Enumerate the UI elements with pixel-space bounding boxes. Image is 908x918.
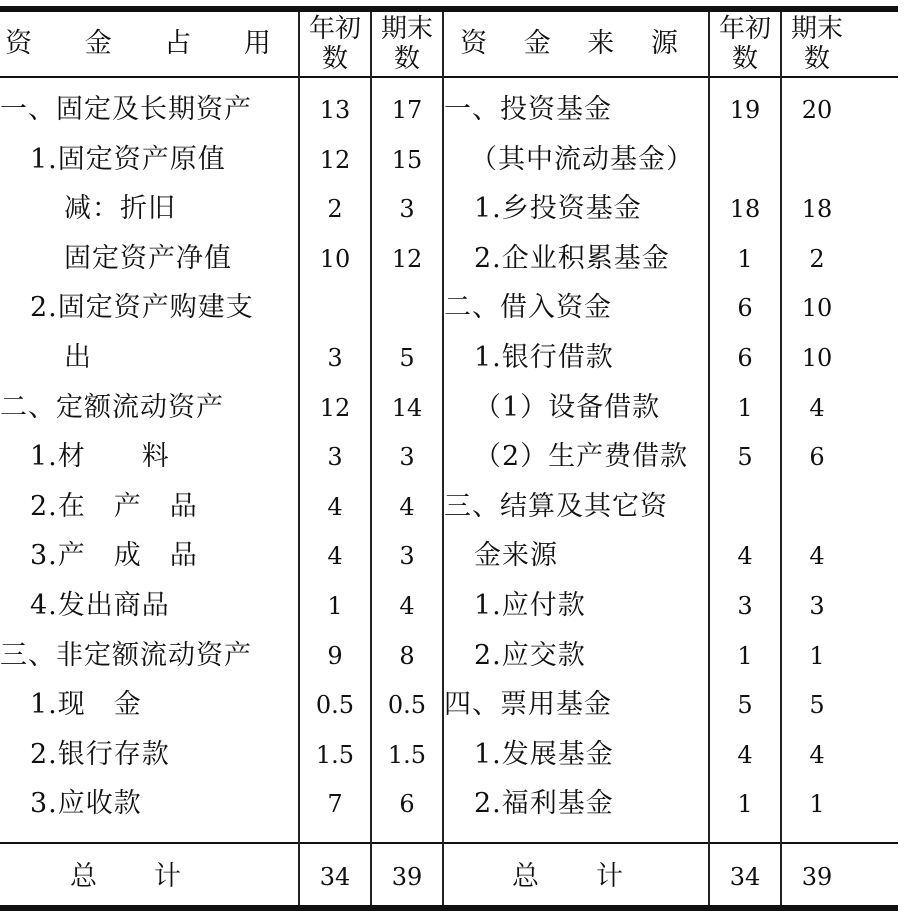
right-row-begin: 6 bbox=[737, 294, 753, 322]
right-row-label: 三、结算及其它资 bbox=[444, 491, 668, 522]
right-row-end: 3 bbox=[809, 592, 825, 620]
right-row-begin: 4 bbox=[737, 741, 753, 769]
left-row-begin: 4 bbox=[327, 542, 343, 570]
total-begin-right: 34 bbox=[729, 863, 761, 891]
right-row-label: 2.福利基金 bbox=[474, 788, 614, 819]
total-label-left: 总 计 bbox=[70, 861, 182, 892]
right-row-label: 2.应交款 bbox=[474, 640, 586, 671]
left-row-label: 1.现 金 bbox=[30, 689, 142, 720]
header-begin-right-line2: 数 bbox=[731, 44, 758, 74]
left-row-label: 出 bbox=[64, 342, 92, 373]
header-begin-left-line1: 年初 bbox=[308, 14, 361, 44]
left-row-label: 1.材 料 bbox=[30, 441, 170, 472]
left-row-begin: 7 bbox=[327, 790, 343, 818]
right-row-end: 10 bbox=[801, 294, 833, 322]
left-row-begin: 10 bbox=[319, 245, 351, 273]
left-row-label: 2.固定资产购建支 bbox=[30, 292, 254, 323]
left-row-begin: 0.5 bbox=[315, 691, 355, 719]
left-row-label: 减：折旧 bbox=[64, 193, 176, 224]
right-row-begin: 1 bbox=[737, 245, 753, 273]
left-row-end: 14 bbox=[391, 394, 423, 422]
header-sources: 资 金 来 源 bbox=[460, 28, 692, 59]
right-row-label: 1.发展基金 bbox=[474, 739, 614, 770]
left-row-end: 6 bbox=[399, 790, 415, 818]
header-end-left-line1: 期末 bbox=[380, 14, 433, 44]
header-begin-left-line2: 数 bbox=[321, 44, 348, 74]
right-row-end: 2 bbox=[809, 245, 825, 273]
right-row-end: 4 bbox=[809, 741, 825, 769]
left-row-begin: 1 bbox=[327, 592, 343, 620]
left-row-begin: 1.5 bbox=[315, 741, 355, 769]
total-label-right: 总 计 bbox=[512, 861, 624, 892]
left-row-end: 8 bbox=[399, 642, 415, 670]
left-row-label: 固定资产净值 bbox=[64, 243, 232, 274]
left-row-label: 2.银行存款 bbox=[30, 739, 170, 770]
right-row-end: 6 bbox=[809, 443, 825, 471]
right-row-end: 1 bbox=[809, 642, 825, 670]
right-row-label: 金来源 bbox=[474, 540, 558, 571]
left-row-begin: 4 bbox=[327, 493, 343, 521]
right-row-begin: 5 bbox=[737, 691, 753, 719]
total-end-right: 39 bbox=[801, 863, 833, 891]
header-end-right-line2: 数 bbox=[803, 44, 830, 74]
left-row-label: 4.发出商品 bbox=[30, 590, 170, 621]
left-row-end: 17 bbox=[391, 96, 423, 124]
left-row-begin: 12 bbox=[319, 394, 351, 422]
left-row-begin: 2 bbox=[327, 195, 343, 223]
left-row-end: 3 bbox=[399, 443, 415, 471]
right-row-begin: 1 bbox=[737, 790, 753, 818]
table-bottom-rule bbox=[0, 905, 898, 911]
right-row-begin: 5 bbox=[737, 443, 753, 471]
left-row-label: 3.产 成 品 bbox=[30, 540, 198, 571]
total-end-left: 39 bbox=[391, 863, 423, 891]
total-rule bbox=[0, 842, 898, 844]
column-divider bbox=[442, 12, 444, 905]
left-row-begin: 3 bbox=[327, 344, 343, 372]
right-row-label: 1.应付款 bbox=[474, 590, 586, 621]
left-row-end: 0.5 bbox=[387, 691, 427, 719]
right-row-label: 1.银行借款 bbox=[474, 342, 614, 373]
right-row-end: 4 bbox=[809, 542, 825, 570]
right-row-begin: 1 bbox=[737, 394, 753, 422]
total-begin-left: 34 bbox=[319, 863, 351, 891]
right-row-begin: 18 bbox=[729, 195, 761, 223]
right-row-label: 一、投资基金 bbox=[444, 94, 612, 125]
right-row-end: 1 bbox=[809, 790, 825, 818]
left-row-label: 2.在 产 品 bbox=[30, 491, 198, 522]
right-row-end: 10 bbox=[801, 344, 833, 372]
left-row-end: 4 bbox=[399, 493, 415, 521]
right-row-end: 4 bbox=[809, 394, 825, 422]
right-row-label: 2.企业积累基金 bbox=[474, 243, 670, 274]
right-row-end: 5 bbox=[809, 691, 825, 719]
left-row-end: 12 bbox=[391, 245, 423, 273]
left-row-end: 3 bbox=[399, 542, 415, 570]
left-row-end: 4 bbox=[399, 592, 415, 620]
left-row-begin: 12 bbox=[319, 146, 351, 174]
right-row-label: 二、借入资金 bbox=[444, 292, 612, 323]
left-row-end: 3 bbox=[399, 195, 415, 223]
left-row-label: 3.应收款 bbox=[30, 788, 142, 819]
header-rule bbox=[0, 76, 898, 78]
right-row-label: 1.乡投资基金 bbox=[474, 193, 642, 224]
table-top-rule bbox=[0, 6, 898, 12]
left-row-end: 1.5 bbox=[387, 741, 427, 769]
header-end-left-line2: 数 bbox=[393, 44, 420, 74]
right-row-begin: 6 bbox=[737, 344, 753, 372]
header-uses: 资 金 占 用 bbox=[5, 28, 293, 59]
left-row-label: 二、定额流动资产 bbox=[0, 392, 224, 423]
right-row-begin: 4 bbox=[737, 542, 753, 570]
left-row-begin: 13 bbox=[319, 96, 351, 124]
left-row-label: 1.固定资产原值 bbox=[30, 144, 226, 175]
header-end-right-line1: 期末 bbox=[790, 14, 843, 44]
right-row-label: （其中流动基金） bbox=[470, 144, 694, 175]
left-row-end: 5 bbox=[399, 344, 415, 372]
right-row-end: 20 bbox=[801, 96, 833, 124]
right-row-begin: 1 bbox=[737, 642, 753, 670]
left-row-label: 三、非定额流动资产 bbox=[0, 640, 252, 671]
left-row-label: 一、固定及长期资产 bbox=[0, 94, 252, 125]
right-row-begin: 19 bbox=[729, 96, 761, 124]
left-row-end: 15 bbox=[391, 146, 423, 174]
right-row-label: 四、票用基金 bbox=[444, 689, 612, 720]
right-row-begin: 3 bbox=[737, 592, 753, 620]
right-row-label: （1）设备借款 bbox=[474, 392, 661, 423]
header-begin-right-line1: 年初 bbox=[718, 14, 771, 44]
left-row-begin: 9 bbox=[327, 642, 343, 670]
left-row-begin: 3 bbox=[327, 443, 343, 471]
right-row-end: 18 bbox=[801, 195, 833, 223]
right-row-label: （2）生产费借款 bbox=[474, 441, 689, 472]
